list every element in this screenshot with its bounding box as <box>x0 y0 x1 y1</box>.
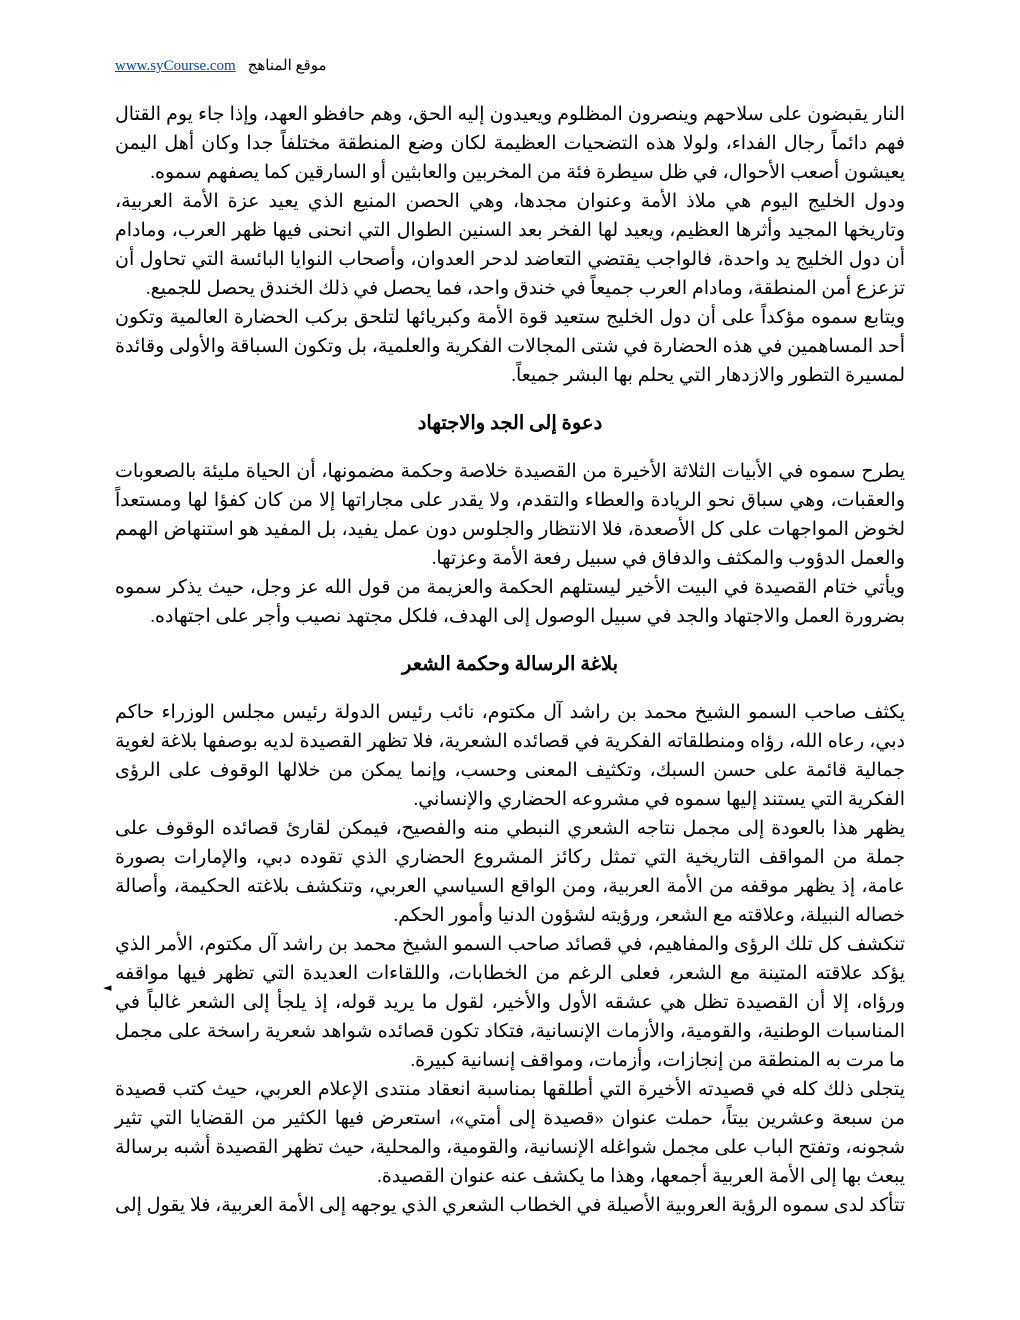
paragraph: يظهر هذا بالعودة إلى مجمل نتاجه الشعري النبطي منه والفصيح، فيمكن لقارئ قصائده الوقوف على جملة من المواقف التاريخية التي تمثل ركائز المشروع الحضاري الذي تقوده دبي، والإمارات بصورة عامة، إذ يظهر موقفه من الأمة العربية، ومن الواقع السياسي العربي، وتنكشف بلاغته الحكيمة، وأصالة خصاله النبيلة، وعلاقته مع الشعر، ورؤيته لشؤون الدنيا وأمور الحكم. <box>115 818 905 926</box>
document-body <box>115 100 905 1220</box>
paragraph: ويتابع سموه مؤكداً على أن دول الخليج ستعيد قوة الأمة وكبريائها لتلحق بركب الحضارة العالمية وتكون أحد المساهمين في هذه الحضارة في شتى المجالات الفكرية والعلمية، بل وتكون السباقة والأولى وقائدة لمسيرة التطور والازدهار التي يحلم بها البشر جميعاً. <box>115 307 905 386</box>
paragraph: يتجلى ذلك كله في قصيدته الأخيرة التي أطلقها بمناسبة انعقاد منتدى الإعلام العربي، حيث كتب قصيدة من سبعة وعشرين بيتاً، حملت عنوان «قصيدة إلى أمتي»، استعرض فيها الكثير من القضايا التي تثير شجونه، وتفتح الباب على مجمل شواغله الإنسانية، والقومية، والمحلية، حيث تظهر القصيدة أشبه برسالة يبعث بها إلى الأمة العربية أجمعها، وهذا ما يكشف عنه عنوان القصيدة. <box>115 1079 905 1187</box>
paragraph: يكثف صاحب السمو الشيخ محمد بن راشد آل مكتوم، نائب رئيس الدولة رئيس مجلس الوزراء حاكم دبي، رعاه الله، رؤاه ومنطلقاته الفكرية في قصائده الشعرية، فلا تظهر القصيدة لديه بوصفها بلاغة لغوية جمالية قائمة على حسن السبك، وتكثيف المعنى وحسب، وإنما يمكن من خلالها الوقوف على الرؤى الفكرية التي يستند إليها سموه في مشروعه الحضاري والإنساني. <box>115 702 905 810</box>
paragraph: يطرح سموه في الأبيات الثلاثة الأخيرة من القصيدة خلاصة وحكمة مضمونها، أن الحياة مليئة بالصعوبات والعقبات، وهي سباق نحو الريادة والعطاء والتقدم، ولا يقدر على مجاراتها إلا من كان كفؤا لها ومستعداً لخوض المواجهات على كل الأصعدة، فلا الانتظار والجلوس دون عمل يفيد، بل المفيد هو استنهاض الهمم والعمل الدؤوب والمكثف والدفاق في سبيل رفعة الأمة وعزتها. <box>115 461 905 569</box>
paragraph: ويأتي ختام القصيدة في البيت الأخير ليستلهم الحكمة والعزيمة من قول الله عز وجل، حيث يذكر سموه بضرورة العمل والاجتهاد والجد في سبيل الوصول إلى الهدف، فلكل مجتهد نصيب وأجر على اجتهاده. <box>115 577 905 627</box>
page-header <box>115 56 326 75</box>
section-heading: بلاغة الرسالة وحكمة الشعر <box>401 654 619 675</box>
site-name-label: موقع المناهج <box>247 58 327 74</box>
section-heading: دعوة إلى الجد والاجتهاد <box>417 413 603 434</box>
site-url-link[interactable]: www.syCourse.com <box>115 58 236 74</box>
object-anchor-icon: ◄ <box>103 981 112 994</box>
paragraph: تتأكد لدى سموه الرؤية العروبية الأصيلة في الخطاب الشعري الذي يوجهه إلى الأمة العربية، فلا يقول إلى <box>115 1195 905 1216</box>
paragraph: النار يقبضون على سلاحهم وينصرون المظلوم ويعيدون إليه الحق، وهم حافظو العهد، وإذا جاء يوم القتال فهم دائماً رجال الفداء، ولولا هذه التضحيات العظيمة لكان وضع المنطقة مختلفاً جدا وكان أهل اليمن يعيشون أصعب الأحوال، في ظل سيطرة فئة من المخربين والعابثين أو السارقين كما يصفهم سموه. <box>115 104 905 183</box>
paragraph: ودول الخليج اليوم هي ملاذ الأمة وعنوان مجدها، وهي الحصن المنيع الذي يعيد عزة الأمة العربية، وتاريخها المجيد وأثرها العظيم، ويعيد لها الفخر بعد السنين الطوال التي انحنى فيها ظهر العرب، ومادام أن دول الخليج يد واحدة، فالواجب يقتضي التعاضد لدحر العدوان، وأصحاب النوايا البائسة التي تحاول أن تزعزع أمن المنطقة، ومادام العرب جميعاً في خندق واحد، فما يحصل في ذلك الخندق يحصل للجميع. <box>115 191 905 299</box>
paragraph: تنكشف كل تلك الرؤى والمفاهيم، في قصائد صاحب السمو الشيخ محمد بن راشد آل مكتوم، الأمر الذي يؤكد علاقته المتينة مع الشعر، فعلى الرغم من الخطابات، واللقاءات العديدة التي تظهر فيها مواقفه ورؤاه، إلا أن القصيدة تظل هي عشقه الأول والأخير، لقول ما يريد قوله، إذ يلجأ إلى الشعر غالباً في المناسبات الوطنية، والقومية، والأزمات الإنسانية، فتكاد تكون قصائده شواهد شعرية راسخة على مجمل ما مرت به المنطقة من إنجازات، وأزمات، ومواقف إنسانية كبيرة. <box>115 934 905 1071</box>
